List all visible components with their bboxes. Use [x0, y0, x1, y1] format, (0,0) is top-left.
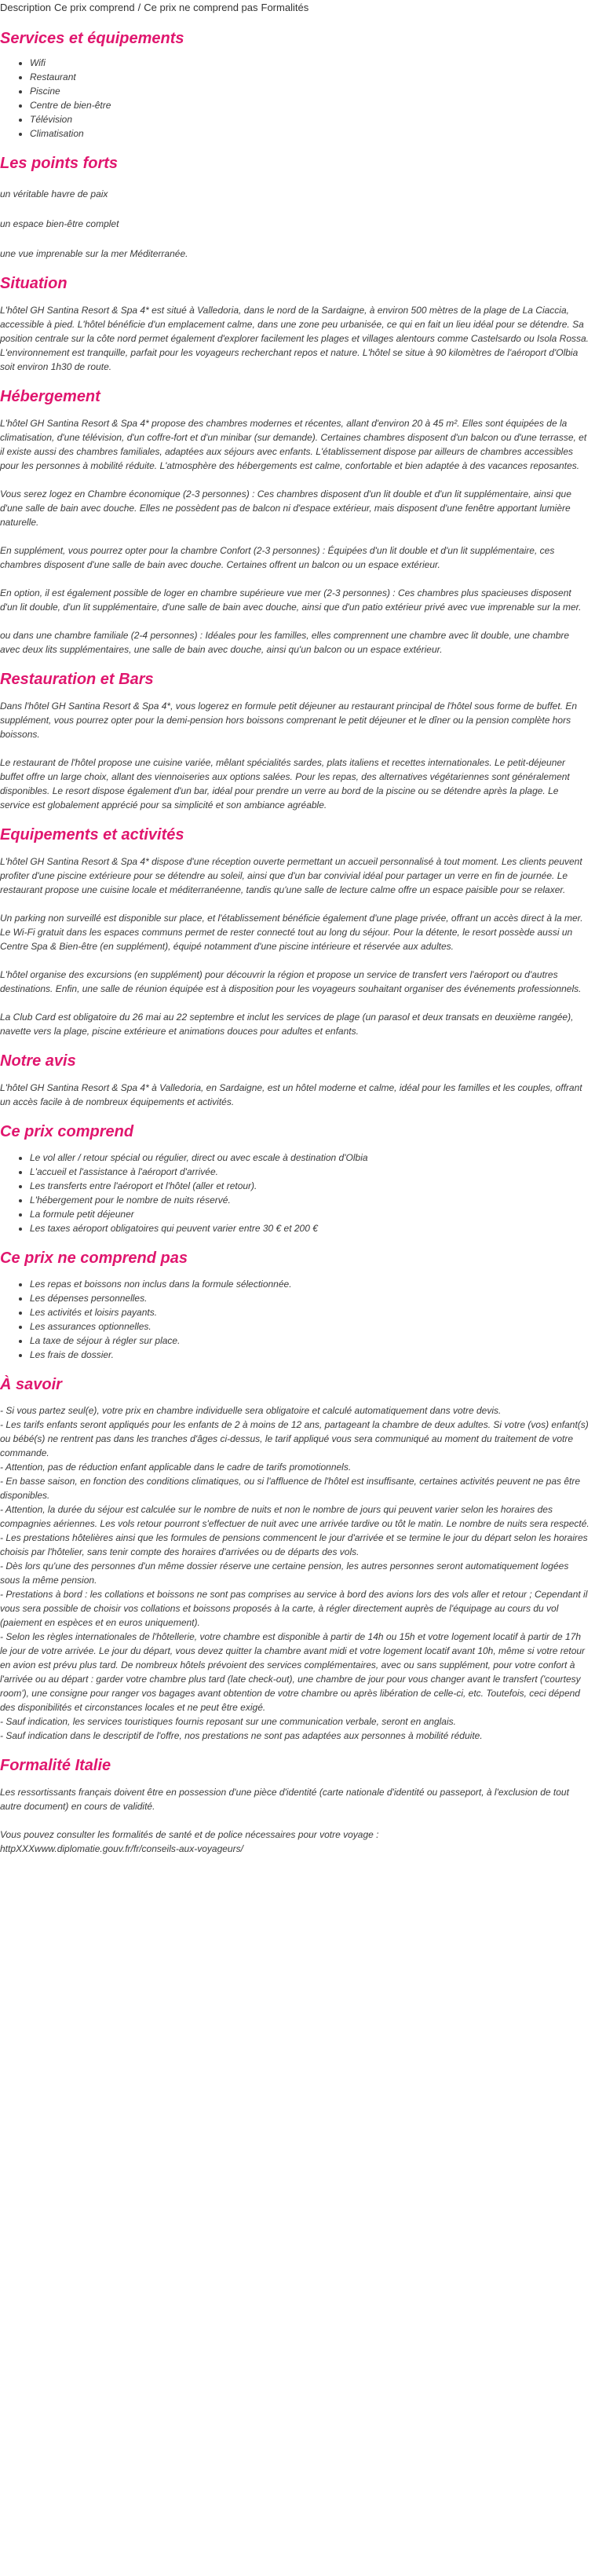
activities-paragraph: L'hôtel organise des excursions (en supplément) pour découvrir la région et propose un service de transfert vers l'aéroport ou d'autres destinations. Enfin, une salle de réunion équipée est à disposition pour les voyageurs souhaitant organiser des événements professionnels.: [0, 969, 582, 994]
accommodation-paragraph: L'hôtel GH Santina Resort & Spa 4* propose des chambres modernes et récentes, allant d'environ 20 à 45 m². Elles sont équipées de la climatisation, d'une télévision, d'un coffre-fort et d'un minibar (sur demande). Certaines chambres disposent d'un balcon ou d'une terrasse, et il existe aussi des chambres familiales, adaptées aux séjours avec enfants. L'établissement dispose par ailleurs de chambres accessibles pour les personnes à mobilité réduite. L'atmosphère des hébergements est calme, confortable et bien adaptée à des vacances reposantes.: [0, 418, 587, 471]
location-text: L'hôtel GH Santina Resort & Spa 4* est situé à Valledoria, dans le nord de la Sardaigne, à environ 500 mètres de la plage de La Ciaccia, accessible à pied. L'hôtel bénéficie d'un emplacement calme, dans une zone peu urbanisée, ce qui en fait un lieu idéal pour se détendre. Sa position centrale sur la côte nord permet également d'explorer facilement les plages et villages alentours comme Castelsardo ou Isola Rossa. L'environnement est tranquille, parfait pour les voyageurs recherchant repos et nature. L'hôtel se situe à 90 kilomètres de l'aéroport d'Olbia soit environ 1h30 de route.: [0, 305, 590, 372]
formalities-paragraph: Vous pouvez consulter les formalités de santé et de police nécessaires pour votre voyage :: [0, 1829, 379, 1840]
strength-item: un véritable havre de paix: [0, 188, 108, 199]
list-item: • La formule petit déjeuner: [30, 1207, 590, 1221]
included-list: [0, 1151, 590, 1235]
activities-paragraph: L'hôtel GH Santina Resort & Spa 4* dispose d'une réception ouverte permettant un accueil personnalisé à tout moment. Les clients peuvent profiter d'une piscine extérieure pour se détendre au soleil, ainsi que d'un bar convivial idéal pour partager un verre en fin de journée. Le restaurant propose une cuisine locale et méditerranéenne, tandis qu'une salle de lecture calme offre un espace paisible pour se relaxer.: [0, 856, 582, 895]
excluded-list: [0, 1277, 590, 1362]
services-title: Services et équipements: [0, 30, 184, 47]
dining-title: Restauration et Bars: [0, 671, 154, 688]
accommodation-title: Hébergement: [0, 388, 100, 405]
list-item: • La taxe de séjour à régler sur place.: [30, 1334, 590, 1348]
activities-paragraph: La Club Card est obligatoire du 26 mai au 22 septembre et inclut les services de plage (un parasol et deux transats en deuxième rangée), navette vers la plage, piscine extérieure et animations douces pour adultes et enfants.: [0, 1012, 574, 1037]
list-item: • L'accueil et l'assistance à l'aéroport d'arrivée.: [30, 1165, 590, 1179]
list-item: • Les assurances optionnelles.: [30, 1319, 590, 1334]
location-title: Situation: [0, 275, 68, 292]
dining-paragraph: Dans l'hôtel GH Santina Resort & Spa 4*, vous logerez en formule petit déjeuner au restaurant principal de l'hôtel sous forme de buffet. En supplément, vous pourrez opter pour la demi-pension hors boissons comprenant le petit déjeuner et le dîner ou la pension complète hors boissons.: [0, 701, 577, 740]
activities-title: Equipements et activités: [0, 826, 184, 843]
strength-item: une vue imprenable sur la mer Méditerranée.: [0, 248, 188, 259]
excluded-title: Ce prix ne comprend pas: [0, 1250, 188, 1267]
section-tabs: [0, 0, 590, 15]
note-line: - Prestations à bord : les collations et boissons ne sont pas comprises au service à bord des avions lors des vols aller et retour ; Cependant il vous sera possible de choisir vos collations et boissons proposés à la carte, à régler directement auprès de l'équipage au cours du vol (paiement en espèces et en euros uniquement).: [0, 1589, 588, 1628]
list-item: • Les dépenses personnelles.: [30, 1291, 590, 1305]
note-line: - Attention, pas de réduction enfant applicable dans le cadre de tarifs promotionnels.: [0, 1462, 352, 1473]
notes-title: À savoir: [0, 1376, 62, 1393]
accommodation-paragraph: En option, il est également possible de loger en chambre supérieure vue mer (2-3 personnes) : Ces chambres plus spacieuses disposent d'un lit double, d'un lit supplémentaire, d'une salle de bain avec douche, ainsi que d'un patio extérieur privé avec vue imprenable sur la mer.: [0, 587, 582, 613]
note-line: - En basse saison, en fonction des conditions climatiques, ou si l'affluence de l'hôtel est insuffisante, certaines activités peuvent ne pas être disponibles.: [0, 1476, 581, 1501]
list-item: • Le vol aller / retour spécial ou régulier, direct ou avec escale à destination d'Olbia: [30, 1151, 590, 1165]
tab-excluded[interactable]: Ce prix ne comprend pas: [144, 2, 258, 13]
opinion-title: Notre avis: [0, 1052, 76, 1070]
tab-included[interactable]: Ce prix comprend: [54, 2, 135, 13]
note-line: - Sauf indication, les services touristiques fournis reposant sur une communication verbale, seront en anglais.: [0, 1716, 456, 1727]
list-item: • Les transferts entre l'aéroport et l'hôtel (aller et retour).: [30, 1179, 590, 1193]
tab-separator: /: [137, 2, 141, 13]
list-item: • Les taxes aéroport obligatoires qui peuvent varier entre 30 € et 200 €: [30, 1221, 590, 1235]
accommodation-paragraph: Vous serez logez en Chambre économique (2-3 personnes) : Ces chambres disposent d'un lit double et d'un lit supplémentaire, ainsi que d'une salle de bain avec douche. Elles ne possèdent pas de balcon ni d'espace extérieur, mais disposent d'une fenêtre apportant lumière naturelle.: [0, 488, 571, 528]
tab-formalities[interactable]: Formalités: [261, 2, 309, 13]
note-line: - Les tarifs enfants seront appliqués pour les enfants de 2 à moins de 12 ans, partageant la chambre de deux adultes. Si votre (vos) enfant(s) ou bébé(s) ne rentrent pas dans les tranches d'âges ci-dessus, le tarif appliqué vous sera communiqué au moment du traitement de votre commande.: [0, 1419, 589, 1458]
services-list: [0, 56, 590, 141]
opinion-text: L'hôtel GH Santina Resort & Spa 4* à Valledoria, en Sardaigne, est un hôtel moderne et calme, idéal pour les familles et les couples, offrant un accès facile à de nombreux équipements et activités.: [0, 1082, 582, 1107]
list-item: • L'hébergement pour le nombre de nuits réservé.: [30, 1193, 590, 1207]
strengths-title: Les points forts: [0, 155, 119, 172]
note-line: - Attention, la durée du séjour est calculée sur le nombre de nuits et non le nombre de jours qui peuvent varier selon les horaires des compagnies aériennes. Les vols retour pourront s'effectuer de nuit avec une arrivée tardive ou tôt le matin. Le nombre de nuits sera respecté.: [0, 1504, 590, 1529]
note-line: - Les prestations hôtelières ainsi que les formules de pensions commencent le jour d'arrivée et se termine le jour du départ selon les horaires choisis par l'hôtelier, sans tenir compte des horaires d'arrivées ou de départs des vols.: [0, 1532, 588, 1557]
note-line: - Dès lors qu'une des personnes d'un même dossier réserve une certaine pension, les autres personnes seront automatiquement logées sous la même pension.: [0, 1561, 569, 1586]
notes-block: [0, 1403, 590, 1743]
activities-paragraph: Un parking non surveillé est disponible sur place, et l'établissement bénéficie également d'une plage privée, offrant un accès direct à la mer. Le Wi-Fi gratuit dans les espaces communs permet de rester connecté tout au long du séjour. Pour la détente, le resort possède aussi un Centre Spa & Bien-être (en supplément), équipé notamment d'une piscine intérieure et réservée aux adultes.: [0, 913, 583, 952]
list-item: • Les frais de dossier.: [30, 1348, 590, 1362]
list-item: • Les repas et boissons non inclus dans la formule sélectionnée.: [30, 1277, 590, 1291]
included-title: Ce prix comprend: [0, 1123, 134, 1140]
note-line: - Si vous partez seul(e), votre prix en chambre individuelle sera obligatoire et calculé automatiquement dans votre devis.: [0, 1405, 502, 1416]
list-item: • Restaurant: [30, 70, 590, 84]
list-item: • Climatisation: [30, 126, 590, 141]
tab-description[interactable]: Description: [0, 2, 52, 13]
list-item: • Centre de bien-être: [30, 98, 590, 112]
list-item: • Télévision: [30, 112, 590, 126]
accommodation-paragraph: En supplément, vous pourrez opter pour la chambre Confort (2-3 personnes) : Équipées d'un lit double et d'un lit supplémentaire, ces chambres disposent d'une salle de bain avec douche. Certaines offrent un balcon ou un espace extérieur.: [0, 545, 555, 570]
strength-item: un espace bien-être complet: [0, 218, 119, 229]
note-line: - Sauf indication dans le descriptif de l'offre, nos prestations ne sont pas adaptées aux personnes à mobilité réduite.: [0, 1730, 483, 1741]
formalities-title: Formalité Italie: [0, 1757, 111, 1774]
accommodation-paragraph: ou dans une chambre familiale (2-4 personnes) : Idéales pour les familles, elles comprennent une chambre avec lit double, une chambre avec deux lits supplémentaires, une salle de bain avec douche, ainsi qu'un balcon ou un espace extérieur.: [0, 630, 570, 655]
dining-paragraph: Le restaurant de l'hôtel propose une cuisine variée, mêlant spécialités sardes, plats italiens et recettes internationales. Le petit-déjeuner buffet offre un large choix, allant des viennoiseries aux options salées. Pour les repas, des alternatives végétariennes sont généralement disponibles. Le resort dispose également d'un bar, idéal pour prendre un verre au bord de la piscine ou se détendre après la plage. Le service est globalement apprécié pour sa simplicité et son ambiance agréable.: [0, 757, 570, 810]
note-line: - Selon les règles internationales de l'hôtellerie, votre chambre est disponible à partir de 14h ou 15h et votre logement locatif à partir de 17h le jour de votre arrivée. Le jour du départ, vous devez quitter la chambre avant midi et votre logement locatif avant 10h, même si votre retour en avion est prévu plus tard. De nombreux hôtels prévoient des services complémentaires, avec ou sans supplément, pour votre confort à l'arrivée ou au départ : garder votre chambre plus tard (late check-out), une chambre de jour pour vous changer avant le transfert ('courtesy room'), une consigne pour ranger vos bagages avant obtention de votre chambre ou après libération de celle-ci, etc. Toutefois, ceci dépend des disponibilités et circonstances locales et ne peut être exigé.: [0, 1631, 586, 1713]
list-item: • Wifi: [30, 56, 590, 70]
list-item: • Les activités et loisirs payants.: [30, 1305, 590, 1319]
formalities-link[interactable]: httpXXXwww.diplomatie.gouv.fr/fr/conseils-aux-voyageurs/: [0, 1843, 243, 1854]
formalities-paragraph: Les ressortissants français doivent être en possession d'une pièce d'identité (carte nationale d'identité ou passeport, à l'exclusion de tout autre document) en cours de validité.: [0, 1787, 569, 1812]
list-item: • Piscine: [30, 84, 590, 98]
